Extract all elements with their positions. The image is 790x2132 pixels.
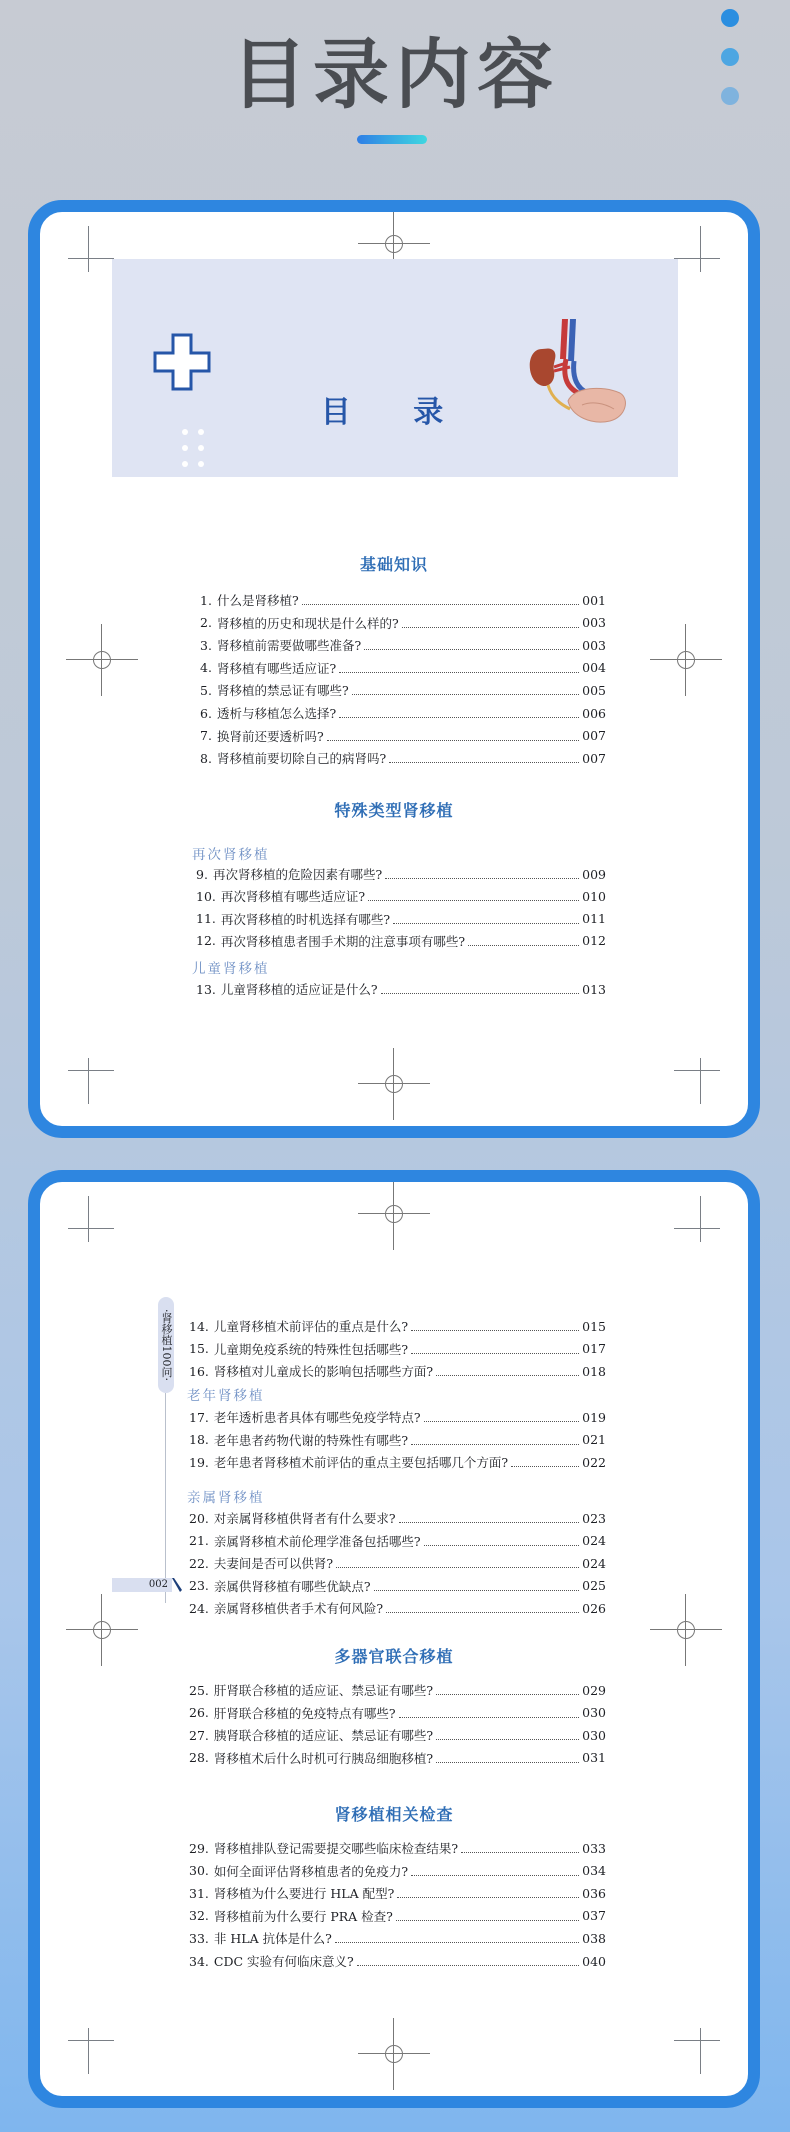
toc-entry-title: 透析与移植怎么选择? — [216, 706, 337, 721]
dot-leader — [511, 1457, 579, 1467]
toc-entry[interactable] — [200, 726, 606, 746]
subsection-title-child: 儿童肾移植 — [192, 961, 270, 977]
toc-entry[interactable] — [200, 703, 606, 723]
toc-entry-number: 1. — [200, 592, 212, 608]
toc-entry-title: 肾移植的历史和现状是什么样的? — [216, 615, 399, 631]
toc-card-1 — [28, 200, 760, 1138]
toc-entry-page: 024 — [582, 1533, 606, 1549]
dot-leader — [411, 1866, 579, 1876]
toc-entry-number: 4. — [200, 660, 212, 676]
decor-dot-3 — [721, 87, 739, 105]
toc-entry[interactable] — [196, 931, 606, 951]
toc-entry-title: 如何全面评估肾移植患者的免疫力? — [213, 1863, 409, 1879]
toc-entry-page: 010 — [582, 888, 606, 904]
medical-cross-icon — [152, 333, 212, 391]
toc-entry[interactable] — [189, 1838, 606, 1858]
dot-leader — [402, 618, 580, 628]
toc-entry[interactable] — [189, 1361, 606, 1381]
corner-mark-tr — [674, 1196, 720, 1242]
toc-entry-page: 034 — [582, 1863, 606, 1879]
toc-entry-number: 25. — [189, 1682, 209, 1698]
toc-entry-title: 肾移植的禁忌证有哪些? — [216, 683, 349, 699]
toc-entry-number: 20. — [189, 1510, 209, 1526]
toc-entry-title: 儿童肾移植的适应证是什么? — [220, 982, 378, 997]
toc-entry-number: 34. — [189, 1953, 209, 1969]
toc-entry[interactable] — [200, 680, 606, 700]
dot-leader — [336, 1558, 579, 1568]
toc-entry[interactable] — [189, 1553, 606, 1573]
toc-entry[interactable] — [196, 864, 606, 884]
toc-entry-title: 肾移植前要切除自己的病肾吗? — [216, 751, 387, 767]
dot-leader — [396, 1911, 579, 1921]
toc-entry-page: 018 — [582, 1363, 606, 1379]
decor-dot-2 — [721, 48, 739, 66]
toc-entry-title: 非 HLA 抗体是什么? — [213, 1931, 332, 1947]
toc-entry-page: 031 — [582, 1750, 606, 1766]
toc-entry-page: 017 — [582, 1341, 606, 1356]
toc-entry-number: 16. — [189, 1363, 209, 1379]
dot-leader — [386, 1603, 579, 1613]
toc-entry-page: 012 — [582, 933, 606, 949]
crosshair-right — [650, 624, 722, 696]
toc-entry-number: 31. — [189, 1885, 209, 1901]
toc-entry-number: 19. — [189, 1454, 209, 1470]
toc-entry-title: 老年患者肾移植术前评估的重点主要包括哪几个方面? — [213, 1455, 509, 1471]
dot-leader — [436, 1753, 579, 1763]
dot-leader — [461, 1843, 579, 1853]
toc-entry-title: 肾移植对儿童成长的影响包括哪些方面? — [213, 1364, 434, 1379]
toc-entry-page: 003 — [582, 615, 606, 631]
toc-entry[interactable] — [189, 1861, 606, 1881]
corner-mark-tl — [68, 1196, 114, 1242]
toc-entry-number: 32. — [189, 1908, 209, 1924]
toc-banner-title: 目 录 — [320, 395, 470, 430]
dot-leader — [468, 936, 579, 946]
toc-entry-title: 再次肾移植的危险因素有哪些? — [212, 867, 383, 882]
dot-leader — [397, 1888, 579, 1898]
subsection-title-repeat: 再次肾移植 — [192, 847, 270, 863]
dot-leader — [411, 1435, 579, 1445]
page-tag-hook — [172, 1578, 182, 1592]
toc-entry-number: 15. — [189, 1341, 209, 1356]
toc-entry-page: 040 — [582, 1953, 606, 1969]
section-title-special: 特殊类型肾移植 — [334, 801, 454, 820]
dot-leader — [393, 914, 579, 924]
toc-entry[interactable] — [196, 979, 606, 999]
toc-entry-number: 17. — [189, 1409, 209, 1425]
toc-entry-page: 036 — [582, 1885, 606, 1901]
toc-entry-number: 6. — [200, 705, 212, 721]
toc-entry-page: 019 — [582, 1409, 606, 1425]
toc-entry-number: 27. — [189, 1727, 209, 1743]
dot-leader — [339, 708, 579, 718]
toc-entry[interactable] — [189, 1576, 606, 1596]
crosshair-bottom — [358, 2018, 430, 2090]
toc-entry[interactable] — [189, 1339, 606, 1359]
toc-entry-title: 什么是肾移植? — [216, 593, 299, 608]
toc-entry-page: 021 — [582, 1432, 606, 1448]
toc-entry[interactable] — [189, 1531, 606, 1551]
toc-entry-title: 肾移植有哪些适应证? — [216, 660, 337, 676]
toc-entry-title: 胰肾联合移植的适应证、禁忌证有哪些? — [213, 1728, 434, 1744]
toc-card-2 — [28, 1170, 760, 2108]
toc-entry-number: 5. — [200, 682, 212, 698]
toc-entry[interactable] — [200, 748, 606, 768]
toc-entry-number: 9. — [196, 866, 208, 882]
toc-entry-number: 11. — [196, 911, 216, 927]
toc-entry-page: 005 — [582, 682, 606, 698]
toc-entry-page: 007 — [582, 750, 606, 766]
toc-entry[interactable] — [189, 1430, 606, 1450]
crosshair-left — [66, 624, 138, 696]
toc-entry-number: 26. — [189, 1705, 209, 1721]
toc-entry-page: 011 — [582, 911, 606, 927]
toc-entry-page: 009 — [582, 866, 606, 882]
subsection-title-relative: 亲属肾移植 — [187, 1490, 265, 1506]
dot-leader — [339, 663, 579, 673]
toc-entry-number: 8. — [200, 750, 212, 766]
toc-entry-page: 023 — [582, 1510, 606, 1526]
toc-entry-title: 亲属肾移植术前伦理学准备包括哪些? — [213, 1533, 421, 1549]
toc-entry[interactable] — [200, 613, 606, 633]
toc-entry-title: 夫妻间是否可以供肾? — [213, 1556, 334, 1572]
toc-entry-page: 006 — [582, 705, 606, 721]
toc-entry-title: 肝肾联合移植的免疫特点有哪些? — [213, 1705, 396, 1721]
toc-entry-number: 2. — [200, 615, 212, 631]
dot-leader — [302, 595, 580, 605]
toc-entry-number: 28. — [189, 1750, 209, 1766]
toc-entry[interactable] — [189, 1883, 606, 1903]
side-guide-line — [165, 1393, 166, 1603]
toc-entry-page: 024 — [582, 1555, 606, 1571]
toc-entry-number: 14. — [189, 1318, 209, 1334]
toc-entry[interactable] — [189, 1748, 606, 1768]
dot-leader — [327, 731, 580, 741]
dot-leader — [436, 1366, 579, 1376]
toc-entry-title: 肝肾联合移植的适应证、禁忌证有哪些? — [213, 1683, 434, 1698]
toc-entry-title: 亲属供肾移植有哪些优缺点? — [213, 1578, 371, 1594]
dot-leader — [335, 1933, 579, 1943]
dot-leader — [364, 640, 579, 650]
toc-entry[interactable] — [196, 886, 606, 906]
toc-entry-title: 肾移植前为什么要行 PRA 检查? — [213, 1908, 393, 1924]
dot-leader — [385, 869, 579, 879]
toc-entry-number: 21. — [189, 1533, 209, 1549]
toc-entry[interactable] — [189, 1598, 606, 1618]
corner-mark-br — [674, 2028, 720, 2074]
toc-entry-title: 再次肾移植的时机选择有哪些? — [220, 911, 391, 927]
toc-entry[interactable] — [200, 590, 606, 610]
toc-entry-page: 025 — [582, 1578, 606, 1594]
toc-entry-title: 再次肾移植有哪些适应证? — [220, 889, 366, 905]
toc-entry-page: 026 — [582, 1600, 606, 1616]
toc-entry-title: CDC 实验有何临床意义? — [213, 1954, 354, 1969]
toc-entry-number: 23. — [189, 1578, 209, 1594]
toc-entry-title: 对亲属肾移植供肾者有什么要求? — [213, 1511, 396, 1526]
dot-leader — [389, 753, 579, 763]
dot-leader — [424, 1536, 580, 1546]
toc-entry-page: 030 — [582, 1705, 606, 1721]
section-title-basics: 基础知识 — [359, 555, 428, 574]
decor-dot-1 — [721, 9, 739, 27]
crosshair-bottom — [358, 1048, 430, 1120]
toc-entry-page: 004 — [582, 660, 606, 676]
corner-mark-br — [674, 1058, 720, 1104]
toc-entry[interactable] — [189, 1680, 606, 1700]
section-title-exams: 肾移植相关检查 — [334, 1805, 454, 1824]
toc-entry-number: 7. — [200, 728, 212, 744]
toc-entry-number: 33. — [189, 1930, 209, 1946]
toc-entry-page: 030 — [582, 1727, 606, 1743]
toc-entry[interactable] — [196, 909, 606, 929]
toc-entry[interactable] — [189, 1703, 606, 1723]
toc-entry-page: 033 — [582, 1840, 606, 1856]
toc-entry-page: 022 — [582, 1454, 606, 1470]
toc-entry-page: 003 — [582, 637, 606, 653]
crosshair-top — [358, 1178, 430, 1250]
toc-entry[interactable] — [189, 1951, 606, 1971]
toc-entry[interactable] — [189, 1928, 606, 1948]
toc-entry[interactable] — [189, 1725, 606, 1745]
dot-leader — [399, 1513, 580, 1523]
toc-entry[interactable] — [200, 635, 606, 655]
title-underline-bar — [357, 135, 427, 144]
corner-mark-tr — [674, 226, 720, 272]
dot-leader — [368, 891, 579, 901]
toc-entry-number: 29. — [189, 1840, 209, 1856]
toc-entry-title: 老年透析患者具体有哪些免疫学特点? — [213, 1410, 421, 1425]
toc-entry-title: 老年患者药物代谢的特殊性有哪些? — [213, 1432, 409, 1448]
toc-entry-number: 24. — [189, 1600, 209, 1616]
kidney-illustration-icon — [522, 319, 632, 429]
section-title-multi-organ: 多器官联合移植 — [334, 1647, 454, 1666]
toc-entry[interactable] — [189, 1407, 606, 1427]
toc-entry-number: 10. — [196, 888, 216, 904]
dot-leader — [381, 984, 580, 994]
dot-leader — [399, 1708, 580, 1718]
dot-leader — [357, 1956, 579, 1966]
toc-entry-number: 22. — [189, 1555, 209, 1571]
toc-entry[interactable] — [200, 658, 606, 678]
toc-entry-title: 肾移植前需要做哪些准备? — [216, 638, 362, 654]
dot-leader — [424, 1412, 580, 1422]
toc-entry-page: 015 — [582, 1318, 606, 1334]
toc-entry-page: 038 — [582, 1930, 606, 1946]
toc-entry-page: 001 — [582, 592, 606, 608]
corner-mark-tl — [68, 226, 114, 272]
toc-entry-number: 12. — [196, 933, 216, 949]
toc-entry-title: 再次肾移植患者围手术期的注意事项有哪些? — [220, 933, 466, 949]
toc-entry[interactable] — [189, 1452, 606, 1472]
toc-entry-title: 儿童期免疫系统的特殊性包括哪些? — [213, 1341, 409, 1357]
toc-entry[interactable] — [189, 1316, 606, 1336]
dot-leader — [352, 685, 580, 695]
toc-entry-title: 儿童肾移植术前评估的重点是什么? — [213, 1319, 409, 1334]
toc-entry[interactable] — [189, 1508, 606, 1528]
dot-leader — [411, 1321, 579, 1331]
toc-entry-title: 亲属肾移植供者手术有何风险? — [213, 1601, 384, 1617]
dot-leader — [436, 1685, 579, 1695]
page-title: 目录内容 — [231, 30, 559, 119]
toc-entry-number: 30. — [189, 1863, 209, 1879]
corner-mark-bl — [68, 2028, 114, 2074]
corner-mark-bl — [68, 1058, 114, 1104]
toc-entry-title: 肾移植排队登记需要提交哪些临床检查结果? — [213, 1841, 459, 1856]
toc-entry-page: 029 — [582, 1682, 606, 1698]
book-side-tab: ·肾移植100问· — [158, 1297, 174, 1393]
toc-entry-page: 007 — [582, 728, 606, 744]
toc-banner — [112, 259, 678, 477]
toc-entry-number: 13. — [196, 981, 216, 997]
toc-entry-page: 013 — [582, 981, 606, 997]
toc-entry[interactable] — [189, 1906, 606, 1926]
toc-entry-title: 肾移植为什么要进行 HLA 配型? — [213, 1886, 395, 1902]
dot-leader — [436, 1730, 579, 1740]
toc-entry-title: 换肾前还要透析吗? — [216, 728, 324, 744]
toc-entry-number: 18. — [189, 1432, 209, 1448]
toc-entry-title: 肾移植术后什么时机可行胰岛细胞移植? — [213, 1750, 434, 1766]
toc-entry-number: 3. — [200, 637, 212, 653]
subsection-title-elderly: 老年肾移植 — [187, 1388, 265, 1404]
dot-leader — [411, 1344, 579, 1354]
page-number: 002 — [112, 1578, 172, 1592]
dot-leader — [374, 1581, 580, 1591]
toc-entry-page: 037 — [582, 1908, 606, 1924]
